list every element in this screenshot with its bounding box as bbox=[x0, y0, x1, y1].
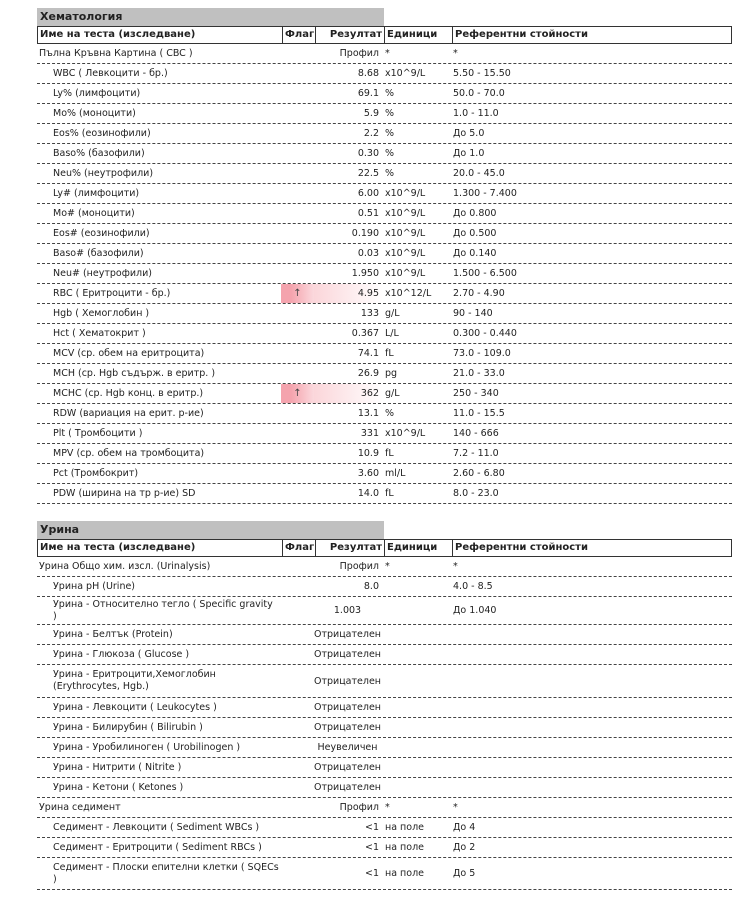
flag-cell bbox=[281, 184, 314, 203]
flag-cell bbox=[281, 284, 314, 303]
flag-cell bbox=[281, 798, 314, 817]
reference-range: 0.300 - 0.440 bbox=[453, 328, 517, 339]
test-name: Ly% (лимфоцити) bbox=[53, 87, 141, 99]
unit: % bbox=[385, 168, 395, 179]
result-value: Профил bbox=[339, 802, 379, 813]
reference-range: 50.0 - 70.0 bbox=[453, 88, 505, 99]
unit: L/L bbox=[385, 328, 399, 339]
result-value: 0.03 bbox=[357, 248, 379, 259]
flag-cell bbox=[281, 738, 314, 757]
reference-range: * bbox=[453, 802, 458, 813]
test-name: Пълна Кръвна Картина ( CBC ) bbox=[39, 47, 193, 59]
unit: g/L bbox=[385, 388, 400, 399]
flag-cell bbox=[281, 818, 314, 837]
table-row bbox=[37, 364, 732, 384]
table-row bbox=[37, 324, 732, 344]
header-ref: Референтни стойности bbox=[452, 540, 731, 556]
table-row bbox=[37, 778, 732, 798]
table-row bbox=[37, 464, 732, 484]
result-value: 2.2 bbox=[363, 128, 379, 139]
table-row bbox=[37, 444, 732, 464]
header-flag: Флаг bbox=[282, 540, 315, 556]
table-row bbox=[37, 665, 732, 698]
test-name: MCV (ср. обем на еритроцита) bbox=[53, 347, 205, 359]
table-row bbox=[37, 64, 732, 84]
test-name: Седимент - Левкоцити ( Sediment WBCs ) bbox=[53, 821, 260, 833]
test-name: Урина - Глюкоза ( Glucose ) bbox=[53, 648, 190, 660]
reference-range: До 5 bbox=[453, 868, 476, 879]
table-row bbox=[37, 44, 732, 64]
flag-cell bbox=[281, 44, 314, 63]
flag-cell bbox=[281, 838, 314, 857]
hematology-table-body bbox=[37, 44, 732, 504]
flag-cell bbox=[281, 424, 314, 443]
reference-range: 140 - 666 bbox=[453, 428, 499, 439]
unit: * bbox=[385, 561, 390, 572]
flag-cell bbox=[281, 364, 314, 383]
test-name: Hct ( Хематокрит ) bbox=[53, 327, 146, 339]
unit: * bbox=[385, 48, 390, 59]
test-name: Урина - Уробилиноген ( Urobilinogen ) bbox=[53, 741, 241, 753]
table-row bbox=[37, 625, 732, 645]
result-value: 8.68 bbox=[357, 68, 379, 79]
reference-range: До 0.500 bbox=[453, 228, 497, 239]
reference-range: 5.50 - 15.50 bbox=[453, 68, 511, 79]
result-value: 0.367 bbox=[351, 328, 379, 339]
unit: % bbox=[385, 148, 395, 159]
header-unit: Единици bbox=[384, 540, 452, 556]
test-name: Eos# (еозинофили) bbox=[53, 227, 150, 239]
reference-range: 1.300 - 7.400 bbox=[453, 188, 517, 199]
result-value: 26.9 bbox=[357, 368, 379, 379]
reference-range: До 0.140 bbox=[453, 248, 497, 259]
result-value: 0.30 bbox=[357, 148, 379, 159]
flag-cell bbox=[281, 84, 314, 103]
header-name: Име на теста (изследване) bbox=[40, 29, 196, 40]
flag-cell bbox=[281, 304, 314, 323]
unit: % bbox=[385, 88, 395, 99]
reference-range: 4.0 - 8.5 bbox=[453, 581, 493, 592]
table-row bbox=[37, 224, 732, 244]
result-value: Неувеличен bbox=[317, 742, 378, 753]
flag-cell bbox=[281, 557, 314, 576]
reference-range: 250 - 340 bbox=[453, 388, 499, 399]
test-name: Седимент - Еритроцити ( Sediment RBCs ) bbox=[53, 841, 262, 853]
table-row bbox=[37, 798, 732, 818]
flag-cell bbox=[281, 324, 314, 343]
header-result: Резултат bbox=[315, 27, 384, 43]
result-value: 362 bbox=[314, 384, 383, 403]
unit: * bbox=[385, 802, 390, 813]
flag-cell bbox=[281, 718, 314, 737]
urine-section bbox=[37, 521, 732, 890]
unit: x10^9/L bbox=[385, 268, 426, 279]
flag-cell bbox=[281, 464, 314, 483]
flag-cell bbox=[281, 597, 314, 624]
result-value: 8.0 bbox=[363, 581, 379, 592]
test-name: Neu% (неутрофили) bbox=[53, 167, 154, 179]
flag-cell bbox=[281, 404, 314, 423]
result-value: 13.1 bbox=[357, 408, 379, 419]
unit: g/L bbox=[385, 308, 400, 319]
unit: % bbox=[385, 408, 395, 419]
result-value: 331 bbox=[360, 428, 379, 439]
arrow-up-icon: ↑ bbox=[293, 388, 302, 399]
table-row bbox=[37, 124, 732, 144]
flag-cell bbox=[281, 778, 314, 797]
unit: ml/L bbox=[385, 468, 406, 479]
flag-cell bbox=[281, 484, 314, 503]
table-row bbox=[37, 284, 732, 304]
flag-cell bbox=[281, 858, 314, 889]
table-row bbox=[37, 484, 732, 504]
section-title: Урина bbox=[37, 521, 384, 539]
unit: на поле bbox=[385, 822, 424, 833]
table-row bbox=[37, 738, 732, 758]
test-name: Mo# (моноцити) bbox=[53, 207, 135, 219]
flag-cell bbox=[281, 344, 314, 363]
table-row bbox=[37, 264, 732, 284]
result-value: Отрицателен bbox=[314, 649, 382, 660]
test-name: Урина - Относително тегло ( Specific gravity ) bbox=[53, 598, 273, 622]
result-value: 6.00 bbox=[357, 188, 379, 199]
result-value: 1.950 bbox=[351, 268, 379, 279]
test-name: Урина - Белтък (Protein) bbox=[53, 628, 173, 640]
reference-range: 73.0 - 109.0 bbox=[453, 348, 511, 359]
table-row bbox=[37, 838, 732, 858]
table-row bbox=[37, 424, 732, 444]
reference-range: До 1.040 bbox=[453, 605, 497, 616]
reference-range: 2.70 - 4.90 bbox=[453, 288, 505, 299]
unit: x10^9/L bbox=[385, 228, 426, 239]
unit: fL bbox=[385, 448, 394, 459]
table-row bbox=[37, 344, 732, 364]
reference-range: 8.0 - 23.0 bbox=[453, 488, 499, 499]
flag-cell bbox=[281, 384, 314, 403]
flag-cell bbox=[281, 104, 314, 123]
table-row bbox=[37, 645, 732, 665]
test-name: MCHC (ср. Hgb конц. в еритр.) bbox=[53, 387, 204, 399]
table-row bbox=[37, 184, 732, 204]
flag-cell bbox=[281, 264, 314, 283]
result-value: 1.003 bbox=[333, 605, 362, 616]
result-value: Профил bbox=[339, 561, 379, 572]
table-row bbox=[37, 698, 732, 718]
table-row bbox=[37, 104, 732, 124]
test-name: MPV (ср. обем на тромбоцита) bbox=[53, 447, 205, 459]
reference-range: * bbox=[453, 48, 458, 59]
test-name: Baso# (базофили) bbox=[53, 247, 144, 259]
flag-cell bbox=[281, 244, 314, 263]
test-name: Урина седимент bbox=[39, 801, 121, 813]
table-row bbox=[37, 577, 732, 597]
result-value: Отрицателен bbox=[314, 782, 382, 793]
unit: % bbox=[385, 128, 395, 139]
table-row bbox=[37, 758, 732, 778]
unit: % bbox=[385, 108, 395, 119]
test-name: Mo% (моноцити) bbox=[53, 107, 136, 119]
flag-cell bbox=[281, 64, 314, 83]
flag-cell bbox=[281, 758, 314, 777]
test-name: Урина - Еритроцити,Хемоглобин (Erythrocytes, Hgb.) bbox=[53, 669, 216, 692]
unit: x10^9/L bbox=[385, 68, 426, 79]
unit: x10^9/L bbox=[385, 188, 426, 199]
test-name: Neu# (неутрофили) bbox=[53, 267, 152, 279]
result-value: Отрицателен bbox=[314, 629, 382, 640]
test-name: Eos% (еозинофили) bbox=[53, 127, 151, 139]
result-value: 69.1 bbox=[357, 88, 379, 99]
result-value: 4.95 bbox=[314, 284, 383, 303]
reference-range: 21.0 - 33.0 bbox=[453, 368, 505, 379]
table-row bbox=[37, 244, 732, 264]
table-row bbox=[37, 164, 732, 184]
table-header bbox=[37, 26, 732, 44]
result-value: Отрицателен bbox=[314, 722, 382, 733]
table-row bbox=[37, 718, 732, 738]
result-value: 5.9 bbox=[363, 108, 379, 119]
result-value: <1 bbox=[364, 842, 379, 853]
test-name: PDW (ширина на тр р-ие) SD bbox=[53, 487, 196, 499]
flag-cell bbox=[281, 144, 314, 163]
hematology-section bbox=[37, 8, 732, 504]
reference-range: До 0.800 bbox=[453, 208, 497, 219]
result-value: 0.51 bbox=[357, 208, 379, 219]
result-value: 3.60 bbox=[357, 468, 379, 479]
unit: на поле bbox=[385, 868, 424, 879]
reference-range: * bbox=[453, 561, 458, 572]
flag-cell bbox=[281, 645, 314, 664]
result-value: <1 bbox=[364, 822, 379, 833]
result-value: 10.9 bbox=[357, 448, 379, 459]
reference-range: 1.500 - 6.500 bbox=[453, 268, 517, 279]
result-value: <1 bbox=[364, 868, 379, 879]
unit: на поле bbox=[385, 842, 424, 853]
header-unit: Единици bbox=[384, 27, 452, 43]
test-name: Седимент - Плоски епителни клетки ( SQECs ) bbox=[53, 861, 279, 885]
reference-range: До 2 bbox=[453, 842, 476, 853]
test-name: RBC ( Еритроцити - бр.) bbox=[53, 287, 171, 299]
test-name: Урина - Кетони ( Ketones ) bbox=[53, 781, 184, 793]
flag-cell bbox=[281, 444, 314, 463]
unit: x10^9/L bbox=[385, 208, 426, 219]
result-value: 14.0 bbox=[357, 488, 379, 499]
flag-cell bbox=[281, 625, 314, 644]
section-title: Хематология bbox=[37, 8, 384, 26]
flag-cell bbox=[281, 577, 314, 596]
table-row bbox=[37, 858, 732, 890]
result-value: Отрицателен bbox=[314, 675, 382, 687]
unit: fL bbox=[385, 348, 394, 359]
result-value: Профил bbox=[339, 48, 379, 59]
table-row bbox=[37, 404, 732, 424]
table-row bbox=[37, 597, 732, 625]
test-name: Pct (Тромбокрит) bbox=[53, 467, 139, 479]
test-name: Plt ( Тромбоцити ) bbox=[53, 427, 143, 439]
header-result: Резултат bbox=[315, 540, 384, 556]
reference-range: 11.0 - 15.5 bbox=[453, 408, 505, 419]
test-name: Урина - Левкоцити ( Leukocytes ) bbox=[53, 701, 217, 713]
test-name: Урина Общо хим. изсл. (Urinalysis) bbox=[39, 560, 211, 572]
unit: x10^12/L bbox=[385, 288, 432, 299]
table-header bbox=[37, 539, 732, 557]
table-row bbox=[37, 304, 732, 324]
reference-range: 20.0 - 45.0 bbox=[453, 168, 505, 179]
test-name: Урина - Нитрити ( Nitrite ) bbox=[53, 761, 182, 773]
table-row bbox=[37, 818, 732, 838]
unit: x10^9/L bbox=[385, 248, 426, 259]
test-name: RDW (вариация на ерит. р-ие) bbox=[53, 407, 204, 419]
reference-range: 7.2 - 11.0 bbox=[453, 448, 499, 459]
flag-cell bbox=[281, 698, 314, 717]
test-name: Урина - Билирубин ( Bilirubin ) bbox=[53, 721, 203, 733]
result-value: 22.5 bbox=[357, 168, 379, 179]
table-row bbox=[37, 557, 732, 577]
result-value: Отрицателен bbox=[314, 702, 382, 713]
table-row bbox=[37, 204, 732, 224]
test-name: Урина pH (Urine) bbox=[53, 580, 136, 592]
table-row bbox=[37, 384, 732, 404]
header-flag: Флаг bbox=[282, 27, 315, 43]
unit: pg bbox=[385, 368, 398, 379]
test-name: Ly# (лимфоцити) bbox=[53, 187, 140, 199]
table-row bbox=[37, 84, 732, 104]
result-value: 0.190 bbox=[351, 228, 379, 239]
reference-range: До 1.0 bbox=[453, 148, 485, 159]
test-name: Hgb ( Хемоглобин ) bbox=[53, 307, 150, 319]
test-name: MCH (ср. Hgb съдърж. в еритр. ) bbox=[53, 367, 216, 379]
result-value: 133 bbox=[360, 308, 379, 319]
flag-cell bbox=[281, 124, 314, 143]
header-ref: Референтни стойности bbox=[452, 27, 731, 43]
flag-cell bbox=[281, 204, 314, 223]
reference-range: До 4 bbox=[453, 822, 476, 833]
arrow-up-icon: ↑ bbox=[293, 288, 302, 299]
flag-cell bbox=[281, 665, 314, 697]
header-name: Име на теста (изследване) bbox=[40, 542, 196, 553]
reference-range: 1.0 - 11.0 bbox=[453, 108, 499, 119]
unit: x10^9/L bbox=[385, 428, 426, 439]
reference-range: 2.60 - 6.80 bbox=[453, 468, 505, 479]
flag-cell bbox=[281, 224, 314, 243]
test-name: WBC ( Левкоцити - бр.) bbox=[53, 67, 168, 79]
unit: fL bbox=[385, 488, 394, 499]
reference-range: 90 - 140 bbox=[453, 308, 493, 319]
result-value: 74.1 bbox=[357, 348, 379, 359]
test-name: Baso% (базофили) bbox=[53, 147, 145, 159]
result-value: Отрицателен bbox=[314, 762, 382, 773]
reference-range: До 5.0 bbox=[453, 128, 485, 139]
flag-cell bbox=[281, 164, 314, 183]
table-row bbox=[37, 144, 732, 164]
urine-table-body bbox=[37, 557, 732, 890]
